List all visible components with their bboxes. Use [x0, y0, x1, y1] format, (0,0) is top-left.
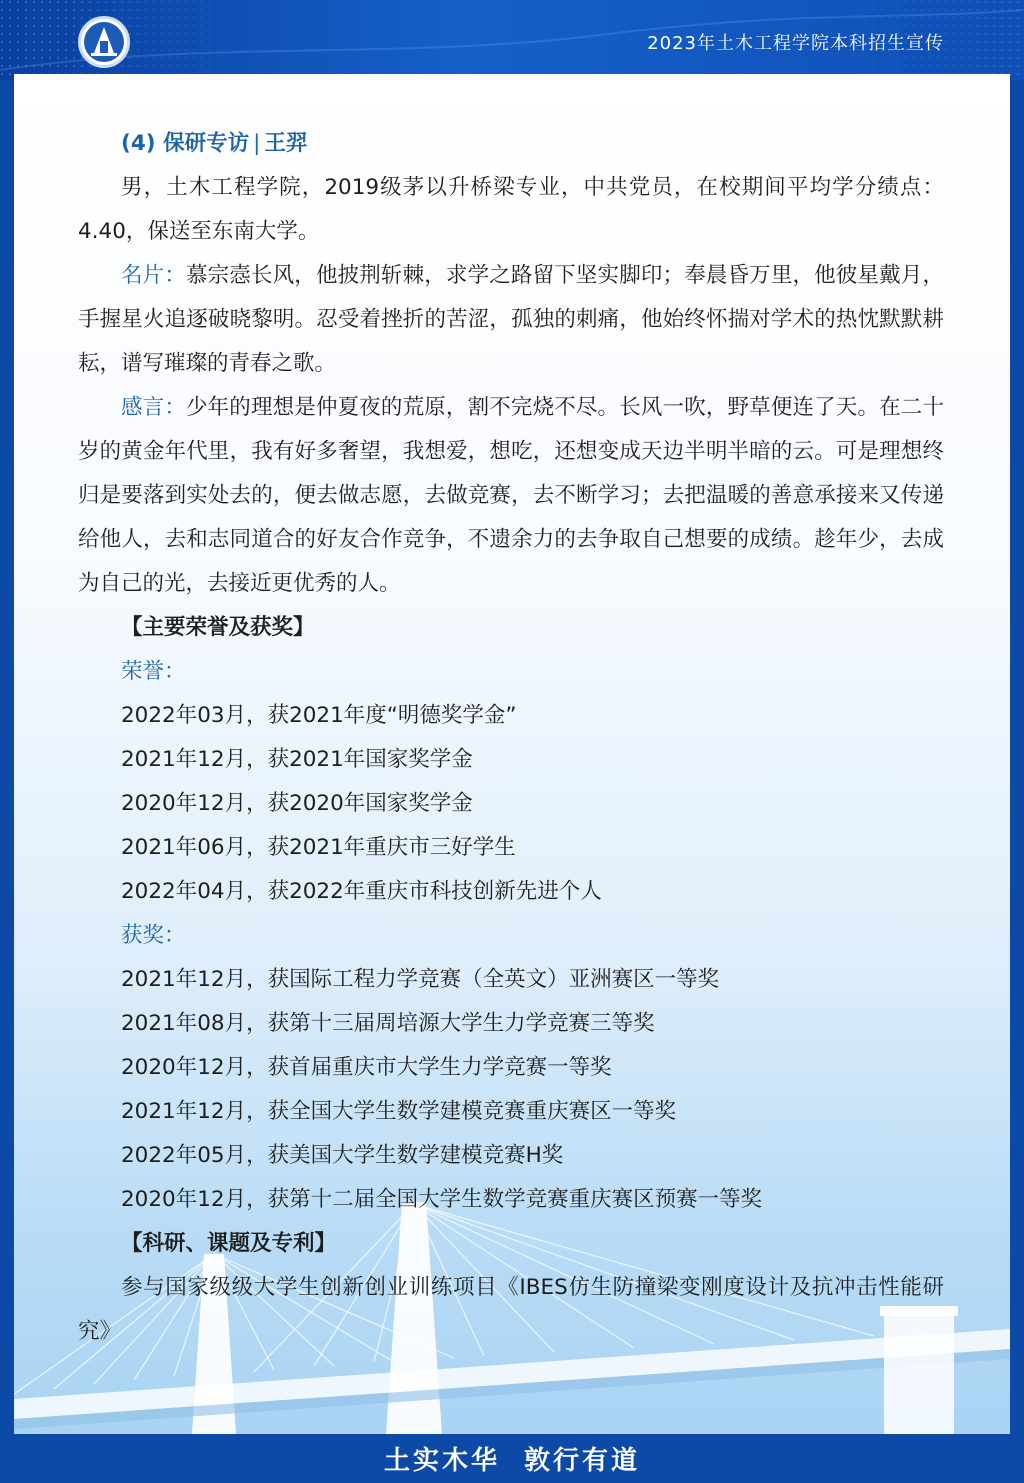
heading-number: (4): [121, 131, 156, 156]
honor-item: 2021年06月，获2021年重庆市三好学生: [121, 835, 516, 860]
header-band: [0, 0, 1024, 80]
card-label: 名片：: [121, 263, 186, 288]
article-heading: [78, 122, 944, 166]
card-paragraph: [78, 254, 944, 386]
honors-label: 荣誉：: [121, 659, 186, 684]
honor-item: 2022年03月，获2021年度“明德奖学金”: [121, 703, 517, 728]
heading-name: 王羿: [264, 131, 308, 156]
award-item: 2020年12月，获第十二届全国大学生数学竞赛重庆赛区预赛一等奖: [121, 1187, 763, 1212]
thoughts-text: 少年的理想是仲夏夜的荒原，割不完烧不尽。长风一吹，野草便连了天。在二十岁的黄金年代里，我有好多奢望，我想爱，想吃，还想变成天边半明半暗的云。可是理想终归是要落到实处去的，便去做志愿，去做竞赛，去不断学习；去把温暖的善意承接来又传递给他人，去和志同道合的好友合作竞争，不遗余力的去争取自己想要的成绩。趁年少，去成为自己的光，去接近更优秀的人。: [78, 395, 944, 596]
footer-band: [0, 1434, 1024, 1483]
award-item: 2022年05月，获美国大学生数学建模竞赛H奖: [121, 1143, 564, 1168]
school-logo-icon: [81, 19, 127, 65]
content-panel: [14, 74, 1010, 1434]
footer-motto: 土实木华 敦行有道: [383, 1446, 641, 1476]
school-logo: [78, 16, 130, 68]
card-text: 慕宗悫长风，他披荆斩棘，求学之路留下坚实脚印；奉晨昏万里，他彼星戴月，手握星火追逐破晓黎明。忍受着挫折的苦涩，孤独的刺痛，他始终怀揣对学术的热忱默默耕耘，谱写璀璨的青春之歌。: [78, 263, 944, 376]
intro-paragraph: 男，土木工程学院，2019级茅以升桥梁专业，中共党员，在校期间平均学分绩点：4.40，保送至东南大学。: [78, 175, 944, 244]
thoughts-paragraph: [78, 386, 944, 606]
award-item: 2021年12月，获国际工程力学竞赛（全英文）亚洲赛区一等奖: [121, 967, 720, 992]
research-paragraph: 参与国家级级大学生创新创业训练项目《IBES仿生防撞梁变刚度设计及抗冲击性能研究》: [78, 1275, 944, 1344]
heading-title: 保研专访: [163, 131, 250, 156]
honors-section-heading: 【主要荣誉及获奖】: [121, 615, 315, 640]
thoughts-label: 感言：: [121, 395, 186, 420]
award-item: 2021年12月，获全国大学生数学建模竞赛重庆赛区一等奖: [121, 1099, 677, 1124]
honor-item: 2020年12月，获2020年国家奖学金: [121, 791, 473, 816]
award-item: 2021年08月，获第十三届周培源大学生力学竞赛三等奖: [121, 1011, 655, 1036]
header-title: 2023年土木工程学院本科招生宣传: [647, 33, 944, 54]
award-item: 2020年12月，获首届重庆市大学生力学竞赛一等奖: [121, 1055, 612, 1080]
heading-separator: |: [253, 131, 261, 156]
honor-item: 2022年04月，获2022年重庆市科技创新先进个人: [121, 879, 602, 904]
awards-label: 获奖：: [121, 923, 186, 948]
honor-item: 2021年12月，获2021年国家奖学金: [121, 747, 473, 772]
research-section-heading: 【科研、课题及专利】: [121, 1231, 337, 1256]
article-content: [78, 122, 944, 1354]
